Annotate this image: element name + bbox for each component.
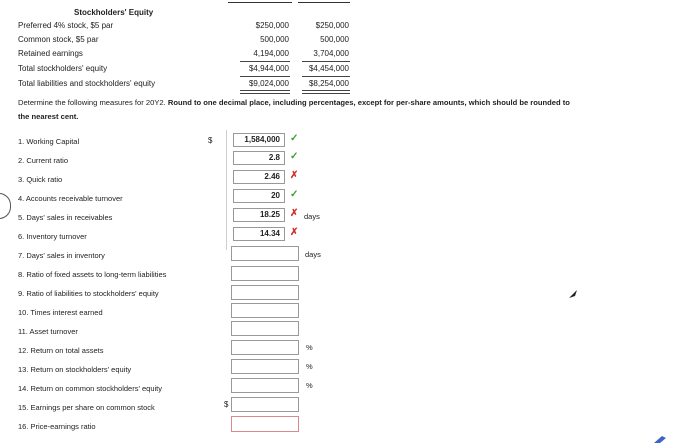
mouse-cursor-icon bbox=[569, 290, 579, 302]
row-value-y1: 3,704,000 bbox=[313, 49, 349, 58]
answer-input-13[interactable] bbox=[231, 359, 299, 374]
row-label: Preferred 4% stock, $5 par bbox=[18, 21, 114, 30]
cross-icon: ✗ bbox=[290, 227, 299, 238]
percent-label: % bbox=[306, 381, 313, 390]
percent-label: % bbox=[306, 343, 313, 352]
row-value-y2: $9,024,000 bbox=[248, 79, 289, 88]
row-value-y1: $8,254,000 bbox=[308, 79, 349, 88]
answer-input-9[interactable] bbox=[231, 285, 299, 300]
row-value-y2: 500,000 bbox=[260, 35, 289, 44]
answer-input-12[interactable] bbox=[231, 340, 299, 355]
row-value-y2: $250,000 bbox=[255, 21, 289, 30]
row-value-y2: $4,944,000 bbox=[248, 64, 289, 73]
answer-input-3[interactable]: 2.46 bbox=[233, 170, 285, 184]
answer-input-11[interactable] bbox=[231, 321, 299, 336]
grand-total-line-y2 bbox=[240, 90, 290, 94]
instructions-bold-2: the nearest cent. bbox=[18, 112, 79, 121]
question-label: 3. Quick ratio bbox=[18, 175, 63, 184]
instructions-bold: Round to one decimal place, including percentages, except for per-share amounts, which should be rounded to bbox=[167, 98, 570, 107]
question-label: 4. Accounts receivable turnover bbox=[18, 194, 123, 203]
row-value-y1: 500,000 bbox=[320, 35, 349, 44]
answer-input-10[interactable] bbox=[231, 303, 299, 318]
question-label: 11. Asset turnover bbox=[18, 327, 78, 336]
grand-total-line-y1 bbox=[302, 90, 350, 94]
answer-input-15[interactable] bbox=[231, 397, 299, 412]
check-icon: ✓ bbox=[290, 189, 299, 200]
question-label: 16. Price-earnings ratio bbox=[18, 422, 96, 431]
answer-input-7[interactable] bbox=[231, 246, 299, 261]
answer-input-1[interactable]: 1,584,000 bbox=[233, 133, 285, 147]
question-label: 9. Ratio of liabilities to stockholders' equity bbox=[18, 289, 159, 298]
row-value-y2: 4,194,000 bbox=[253, 49, 289, 58]
check-icon: ✓ bbox=[290, 151, 299, 162]
total-line-y2 bbox=[240, 76, 290, 77]
answer-input-5[interactable]: 18.25 bbox=[233, 208, 285, 222]
row-label: Common stock, $5 par bbox=[18, 35, 99, 44]
unit-label: days bbox=[304, 212, 320, 221]
percent-label: % bbox=[306, 362, 313, 371]
unit-label: days bbox=[305, 250, 321, 259]
check-icon: ✓ bbox=[290, 133, 299, 144]
answer-input-6[interactable]: 14.34 bbox=[233, 227, 285, 241]
question-label: 6. Inventory turnover bbox=[18, 232, 87, 241]
answer-input-2[interactable]: 2.8 bbox=[233, 151, 285, 165]
question-label: 12. Return on total assets bbox=[18, 346, 104, 355]
section-title: Stockholders' Equity bbox=[74, 8, 154, 17]
question-label: 13. Return on stockholders' equity bbox=[18, 365, 132, 374]
row-label: Total stockholders' equity bbox=[18, 64, 108, 73]
question-label: 5. Days' sales in receivables bbox=[18, 213, 113, 222]
cross-icon: ✗ bbox=[290, 208, 299, 219]
blue-tab-icon bbox=[654, 436, 666, 445]
answer-input-14[interactable] bbox=[231, 378, 299, 393]
question-label: 2. Current ratio bbox=[18, 156, 69, 165]
instructions bbox=[18, 98, 570, 107]
dollar-sign: $ bbox=[208, 136, 213, 145]
answer-column-guide bbox=[226, 130, 227, 250]
instructions-normal: Determine the following measures for 20Y2. bbox=[18, 98, 168, 107]
subtotal-line-y2 bbox=[240, 61, 290, 62]
row-label: Retained earnings bbox=[18, 49, 83, 58]
scroll-marker-icon bbox=[0, 193, 11, 219]
row-label: Total liabilities and stockholders' equity bbox=[18, 79, 156, 88]
question-label: 15. Earnings per share on common stock bbox=[18, 403, 155, 412]
question-label: 14. Return on common stockholders' equity bbox=[18, 384, 163, 393]
question-label: 10. Times interest earned bbox=[18, 308, 103, 317]
total-line-y1 bbox=[302, 76, 350, 77]
row-value-y1: $4,454,000 bbox=[308, 64, 349, 73]
question-label: 7. Days' sales in inventory bbox=[18, 251, 105, 260]
col-header-line-2 bbox=[298, 2, 350, 3]
col-header-line-1 bbox=[228, 2, 292, 3]
answer-input-4[interactable]: 20 bbox=[233, 189, 285, 203]
question-label: 8. Ratio of fixed assets to long-term liabilities bbox=[18, 270, 167, 279]
cross-icon: ✗ bbox=[290, 170, 299, 181]
dollar-sign: $ bbox=[224, 400, 229, 409]
question-label: 1. Working Capital bbox=[18, 137, 80, 146]
answer-input-8[interactable] bbox=[231, 266, 299, 281]
subtotal-line-y1 bbox=[302, 61, 350, 62]
row-value-y1: $250,000 bbox=[315, 21, 349, 30]
answer-input-16[interactable] bbox=[231, 416, 299, 432]
